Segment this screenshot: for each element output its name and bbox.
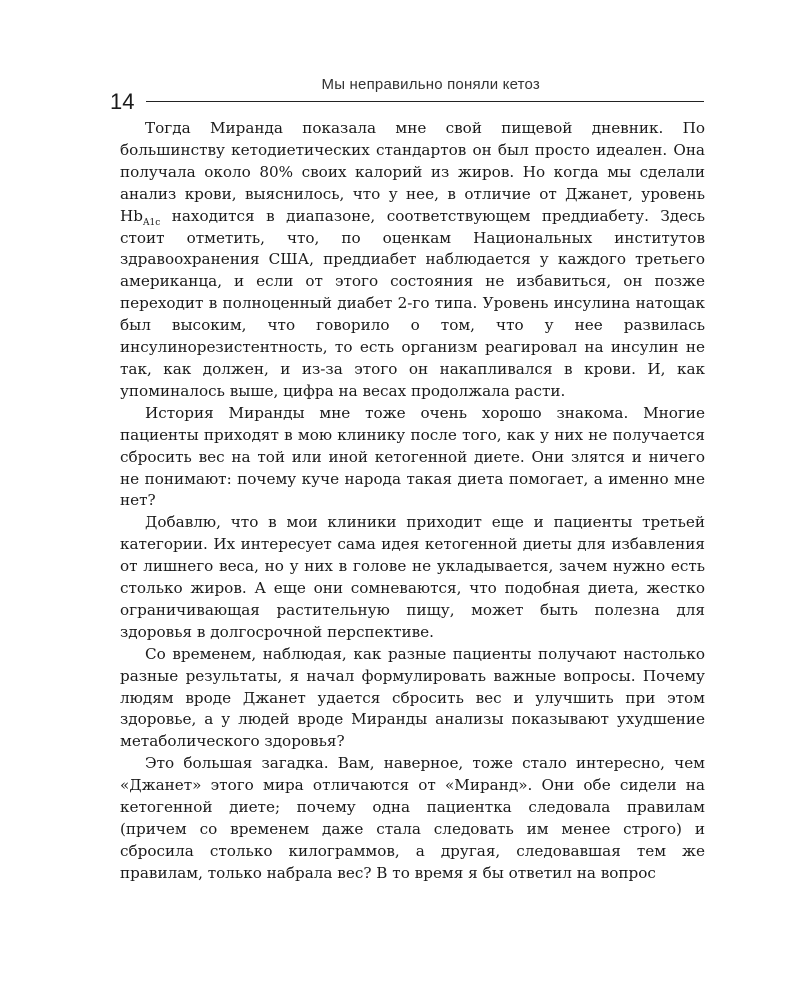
paragraph-text: Тогда Миранда показала мне свой пищевой дневник. По большинству кетодиетических стандартов он был просто идеален. Она получала около 80% своих калорий из жиров. Но когда мы сделали анализ крови, выяснилось, что у нее, в отличие от Джанет, уровень Hb bbox=[120, 119, 705, 225]
paragraph: История Миранды мне тоже очень хорошо знакома. Многие пациенты приходят в мою клинику после того, как у них не получается сбросить вес на той или иной кетогенной диете. Они злятся и ничего не понимают: почему куче народа такая диета помогает, а именно мне нет? bbox=[120, 403, 705, 510]
subscript: A1c bbox=[142, 217, 161, 228]
body-text bbox=[120, 118, 705, 885]
paragraph: Со временем, наблюдая, как разные пациенты получают настолько разные результаты, я начал формулировать важные вопросы. Почему людям вроде Джанет удается сбросить вес и улучшить при этом здоровье, а у людей вроде Миранды анализы показывают ухудшение метаболического здоровья? bbox=[120, 644, 705, 751]
running-title: Мы неправильно поняли кетоз bbox=[321, 76, 540, 93]
paragraph-text: находится в диапазоне, соответствующем преддиабету. Здесь стоит отметить, что, по оценкам Национальных институтов здравоохранения США, преддиабет наблюдается у каждого третьего американца, и если от этого состояния не избавиться, он позже переходит в полноценный диабет 2-го типа. Уровень инсулина натощак был высоким, что говорило о том, что у нее развилась инсулинорезистентность, то есть организм реагировал на инсулин не так, как должен, и из-за этого он накапливался в крови. И, как упоминалось выше, цифра на весах продолжала расти. bbox=[120, 206, 705, 400]
paragraph: Это большая загадка. Вам, наверное, тоже стало интересно, чем «Джанет» этого мира отличаются от «Миранд». Они обе сидели на кетогенной диете; почему одна пациентка следовала правилам (причем со временем даже стала следовать им менее строго) и сбросила столько килограммов, а другая, следовавшая тем же правилам, только набрала вес? В то время я бы ответил на вопрос bbox=[120, 754, 705, 882]
header-rule bbox=[146, 101, 704, 102]
page-number: 14 bbox=[110, 89, 135, 114]
paragraph: Добавлю, что в мои клиники приходит еще и пациенты третьей категории. Их интересует сама идея кетогенной диеты для избавления от лишнего веса, но у них в голове не укладывается, зачем нужно есть столько жиров. А еще они сомневаются, что подобная диета, жестко ограничивающая растительную пищу, может быть полезна для здоровья в долгосрочной перспективе. bbox=[120, 513, 705, 641]
paragraph bbox=[120, 118, 705, 403]
